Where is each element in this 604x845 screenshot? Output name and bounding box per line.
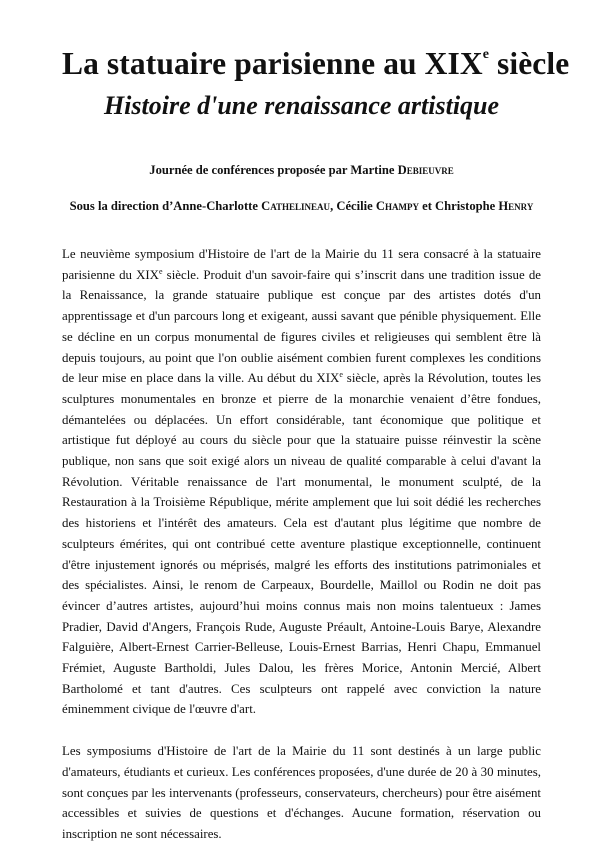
direction-part-3: et Christophe [418, 199, 499, 213]
title-superscript: e [482, 47, 490, 62]
direction-line [62, 199, 541, 213]
body-paragraph-1 [62, 244, 541, 720]
direction-part-2: , Cécilie [330, 199, 376, 213]
paragraph-1-part-a: Le neuvième symposium d'Histoire de l'art de la Mairie du 11 sera consacré à la statuaire parisienne du XIX [62, 247, 541, 282]
director-name-3: Henry [498, 199, 534, 213]
director-name-1: Cathelineau [261, 199, 331, 213]
director-name-2: Champy [375, 199, 419, 213]
document-title [62, 46, 570, 82]
paragraph-1-part-c: siècle, après la Révolution, toutes les sculptures monumentales en bronze et pierre de la monarchie venaient d’être fondues, démantelées ou déplacées. Un effort considérable, tant économique que politique et artistique fut déployé au cours du siècle pour que la statuaire puisse réinvestir la scène publique, non sans que soit exigé alors un niveau de qualité comparable à celui d'avant la Révolution. Véritable renaissance de l'art monumental, le monument sculpté, de la Restauration à la Troisième République, mérite amplement que lui soit dédié les recherches des historiens et l'intérêt des amateurs. Cela est d'autant plus légitime que nombre de sculpteurs émérites, qui ont contribué cette aventure plastique exceptionnelle, continuent d'être injustement ignorés ou méprisés, malgré les efforts des institutions patrimoniales et des spécialistes. Ainsi, le renom de Carpeaux, Bourdelle, Maillol ou Rodin ne doit pas évincer d’autres artistes, aujourd’hui moins connus mais non moins talentueux : James Pradier, David d'Angers, François Rude, Auguste Préault, Antoine-Louis Barye, Alexandre Falguière, Albert-Ernest Carrier-Belleuse, Louis-Ernest Barrias, Henri Chapu, Emmanuel Frémiet, Auguste Bartholdi, Jules Dalou, les frères Morice, Antonin Mercié, Albert Bartholomé et tant d'autres. Ces sculpteurs ont rappelé avec conviction la nature éminemment civique de l'œuvre d'art. [62, 371, 541, 717]
organizer-prefix: Journée de conférences proposée par Martine [149, 163, 398, 177]
organizer-name: Debieuvre [397, 163, 454, 177]
organizer-line [62, 163, 541, 177]
title-text-end: siècle [489, 46, 570, 81]
paragraph-1-part-b: siècle. Produit d'un savoir-faire qui s’inscrit dans une tradition issue de la Renaissance, la grande statuaire publique est conçue par des artistes dotés d'un apprentissage et d'un parcours long et exigeant, aussi savant que pénible physiquement. Elle se décline en un corpus monumental de figures civiles et religieuses qui semblent être là depuis toujours, au point que l'on oublie aisément combien furent complexes les conditions de leur mise en place dans la ville. Au début du XIX [62, 267, 541, 386]
body-paragraph-2: Les symposiums d'Histoire de l'art de la Mairie du 11 sont destinés à un large public d'amateurs, étudiants et curieux. Les conférences proposées, d'une durée de 20 à 30 minutes, sont conçues par les intervenants (professeurs, conservateurs, chercheurs) pour être aisément accessibles et suivies de questions et d'échanges. Aucune formation, réservation ou inscription ne sont nécessaires. [62, 744, 541, 841]
document-subtitle: Histoire d'une renaissance artistique [103, 91, 500, 120]
paragraph-1-superscript-b: e [339, 370, 343, 380]
direction-part-1: Sous la direction d’Anne-Charlotte [69, 199, 262, 213]
title-text: La statuaire parisienne au XIX [62, 46, 483, 81]
paragraph-1-superscript-a: e [159, 266, 163, 276]
